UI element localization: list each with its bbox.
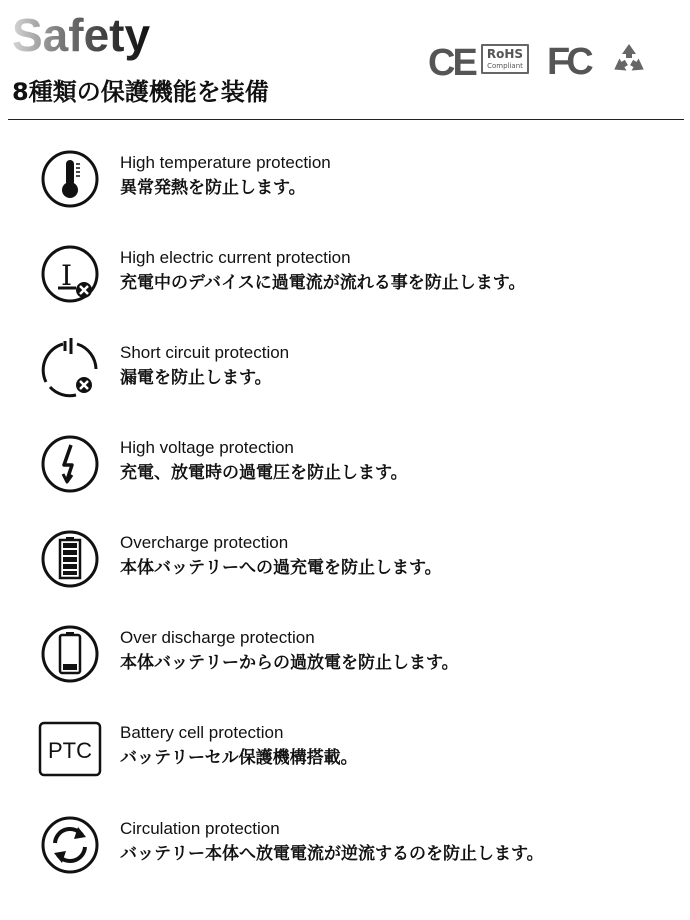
list-item	[0, 710, 690, 790]
ptc-label: PTC	[48, 738, 92, 763]
recycle-icon	[612, 42, 646, 76]
certification-logos	[428, 40, 658, 82]
protection-description: 充電中のデバイスに過電流が流れる事を防止します。	[120, 273, 526, 293]
list-item	[0, 425, 690, 505]
rohs-sublabel: Compliant	[487, 62, 523, 70]
protection-title: High temperature protection	[120, 153, 331, 172]
protection-description: 本体バッテリーからの過放電を防止します。	[120, 653, 459, 673]
protection-title: Battery cell protection	[120, 723, 284, 742]
current-icon	[38, 242, 102, 306]
protection-title: Over discharge protection	[120, 628, 315, 647]
short-circuit-icon	[38, 337, 102, 401]
protection-title: Short circuit protection	[120, 343, 290, 362]
list-item	[0, 235, 690, 315]
fc-mark: FC	[547, 41, 590, 83]
page-title: Safety	[12, 9, 151, 61]
protection-title: High electric current protection	[120, 248, 351, 267]
protection-description: バッテリー本体へ放電電流が逆流するのを防止します。	[120, 844, 544, 864]
page-subtitle: 8種類の保護機能を装備	[12, 78, 269, 106]
thermometer-icon	[38, 147, 102, 211]
header-divider	[8, 119, 684, 120]
list-item	[0, 140, 690, 220]
protection-description: 本体バッテリーへの過充電を防止します。	[120, 558, 442, 578]
battery-low-icon	[38, 622, 102, 686]
header	[0, 0, 690, 120]
ce-mark: CE	[428, 42, 475, 84]
protection-description: バッテリーセル保護機構搭載。	[120, 748, 358, 768]
rohs-badge	[481, 44, 529, 74]
list-item	[0, 806, 690, 886]
protection-title: Overcharge protection	[120, 533, 289, 552]
protection-title: High voltage protection	[120, 438, 294, 457]
current-symbol: I	[61, 259, 73, 292]
list-item	[0, 330, 690, 410]
rohs-label: RoHS	[486, 47, 524, 61]
list-item	[0, 615, 690, 695]
protection-title: Circulation protection	[120, 819, 280, 838]
list-item	[0, 520, 690, 600]
protection-description: 漏電を防止します。	[120, 368, 272, 388]
lightning-icon	[38, 432, 102, 496]
protection-description: 充電、放電時の過電圧を防止します。	[120, 463, 408, 483]
ptc-icon	[38, 717, 102, 781]
circulation-icon	[38, 813, 102, 877]
protection-description: 異常発熱を防止します。	[120, 178, 306, 198]
battery-full-icon	[38, 527, 102, 591]
